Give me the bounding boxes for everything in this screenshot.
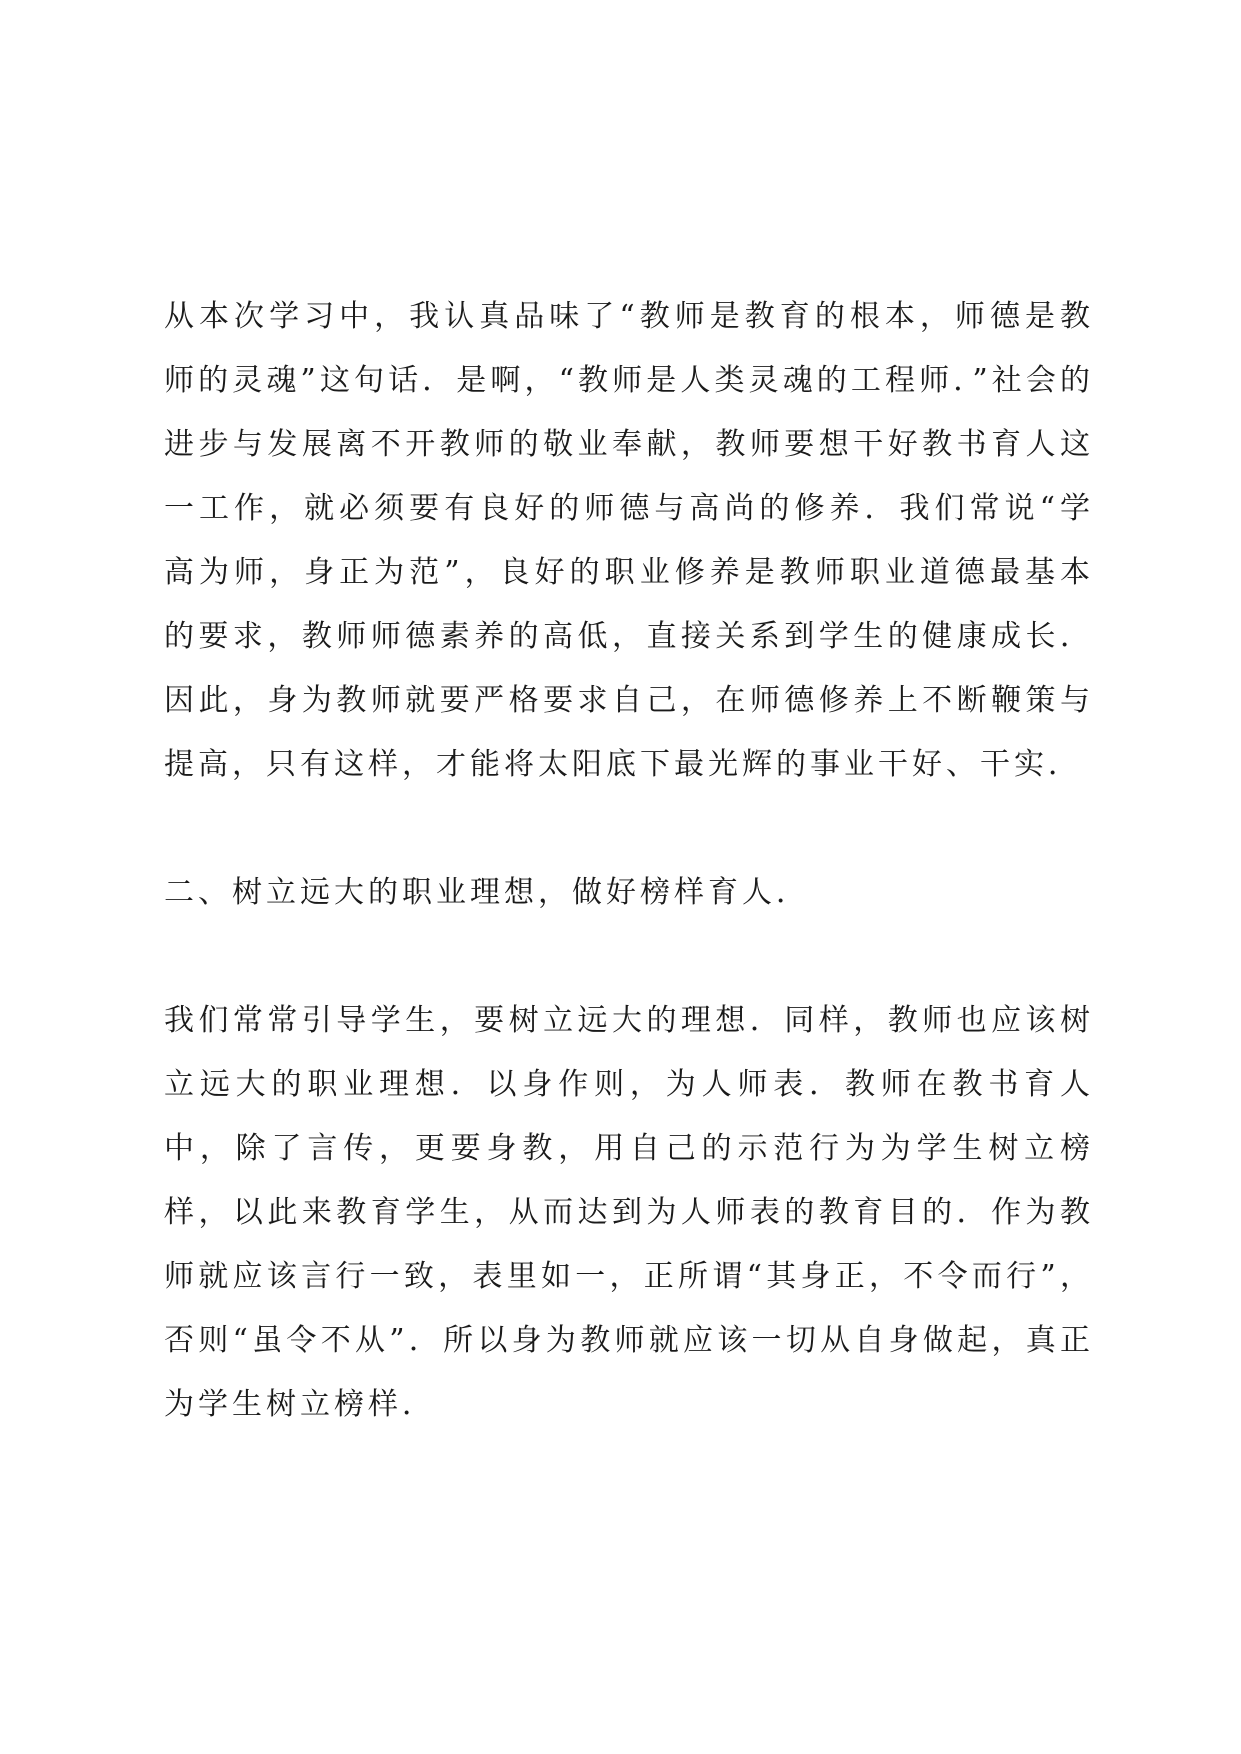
paragraph-gap	[164, 925, 1094, 989]
paragraph-gap	[164, 797, 1094, 861]
document-body	[164, 285, 1094, 1437]
paragraph-role-model: 我们常常引导学生，要树立远大的理想．同样，教师也应该树立远大的职业理想．以身作则，为人师表．教师在教书育人中，除了言传，更要身教，用自己的示范行为为学生树立榜样，以此来教育学生，从而达到为人师表的教育目的．作为教师就应该言行一致，表里如一，正所谓“其身正，不令而行”，否则“虽令不从”．所以身为教师就应该一切从自身做起，真正为学生树立榜样．	[164, 1003, 1094, 1422]
paragraph-teacher-ethics: 从本次学习中，我认真品味了“教师是教育的根本，师德是教师的灵魂”这句话．是啊，“教师是人类灵魂的工程师．”社会的进步与发展离不开教师的敬业奉献，教师要想干好教书育人这一工作，就必须要有良好的师德与高尚的修养．我们常说“学高为师，身正为范”，良好的职业修养是教师职业道德最基本的要求，教师师德素养的高低，直接关系到学生的健康成长．因此，身为教师就要严格要求自己，在师德修养上不断鞭策与提高，只有这样，才能将太阳底下最光辉的事业干好、干实．	[164, 299, 1094, 782]
section-heading-career-ideal: 二、树立远大的职业理想，做好榜样育人．	[164, 875, 810, 910]
